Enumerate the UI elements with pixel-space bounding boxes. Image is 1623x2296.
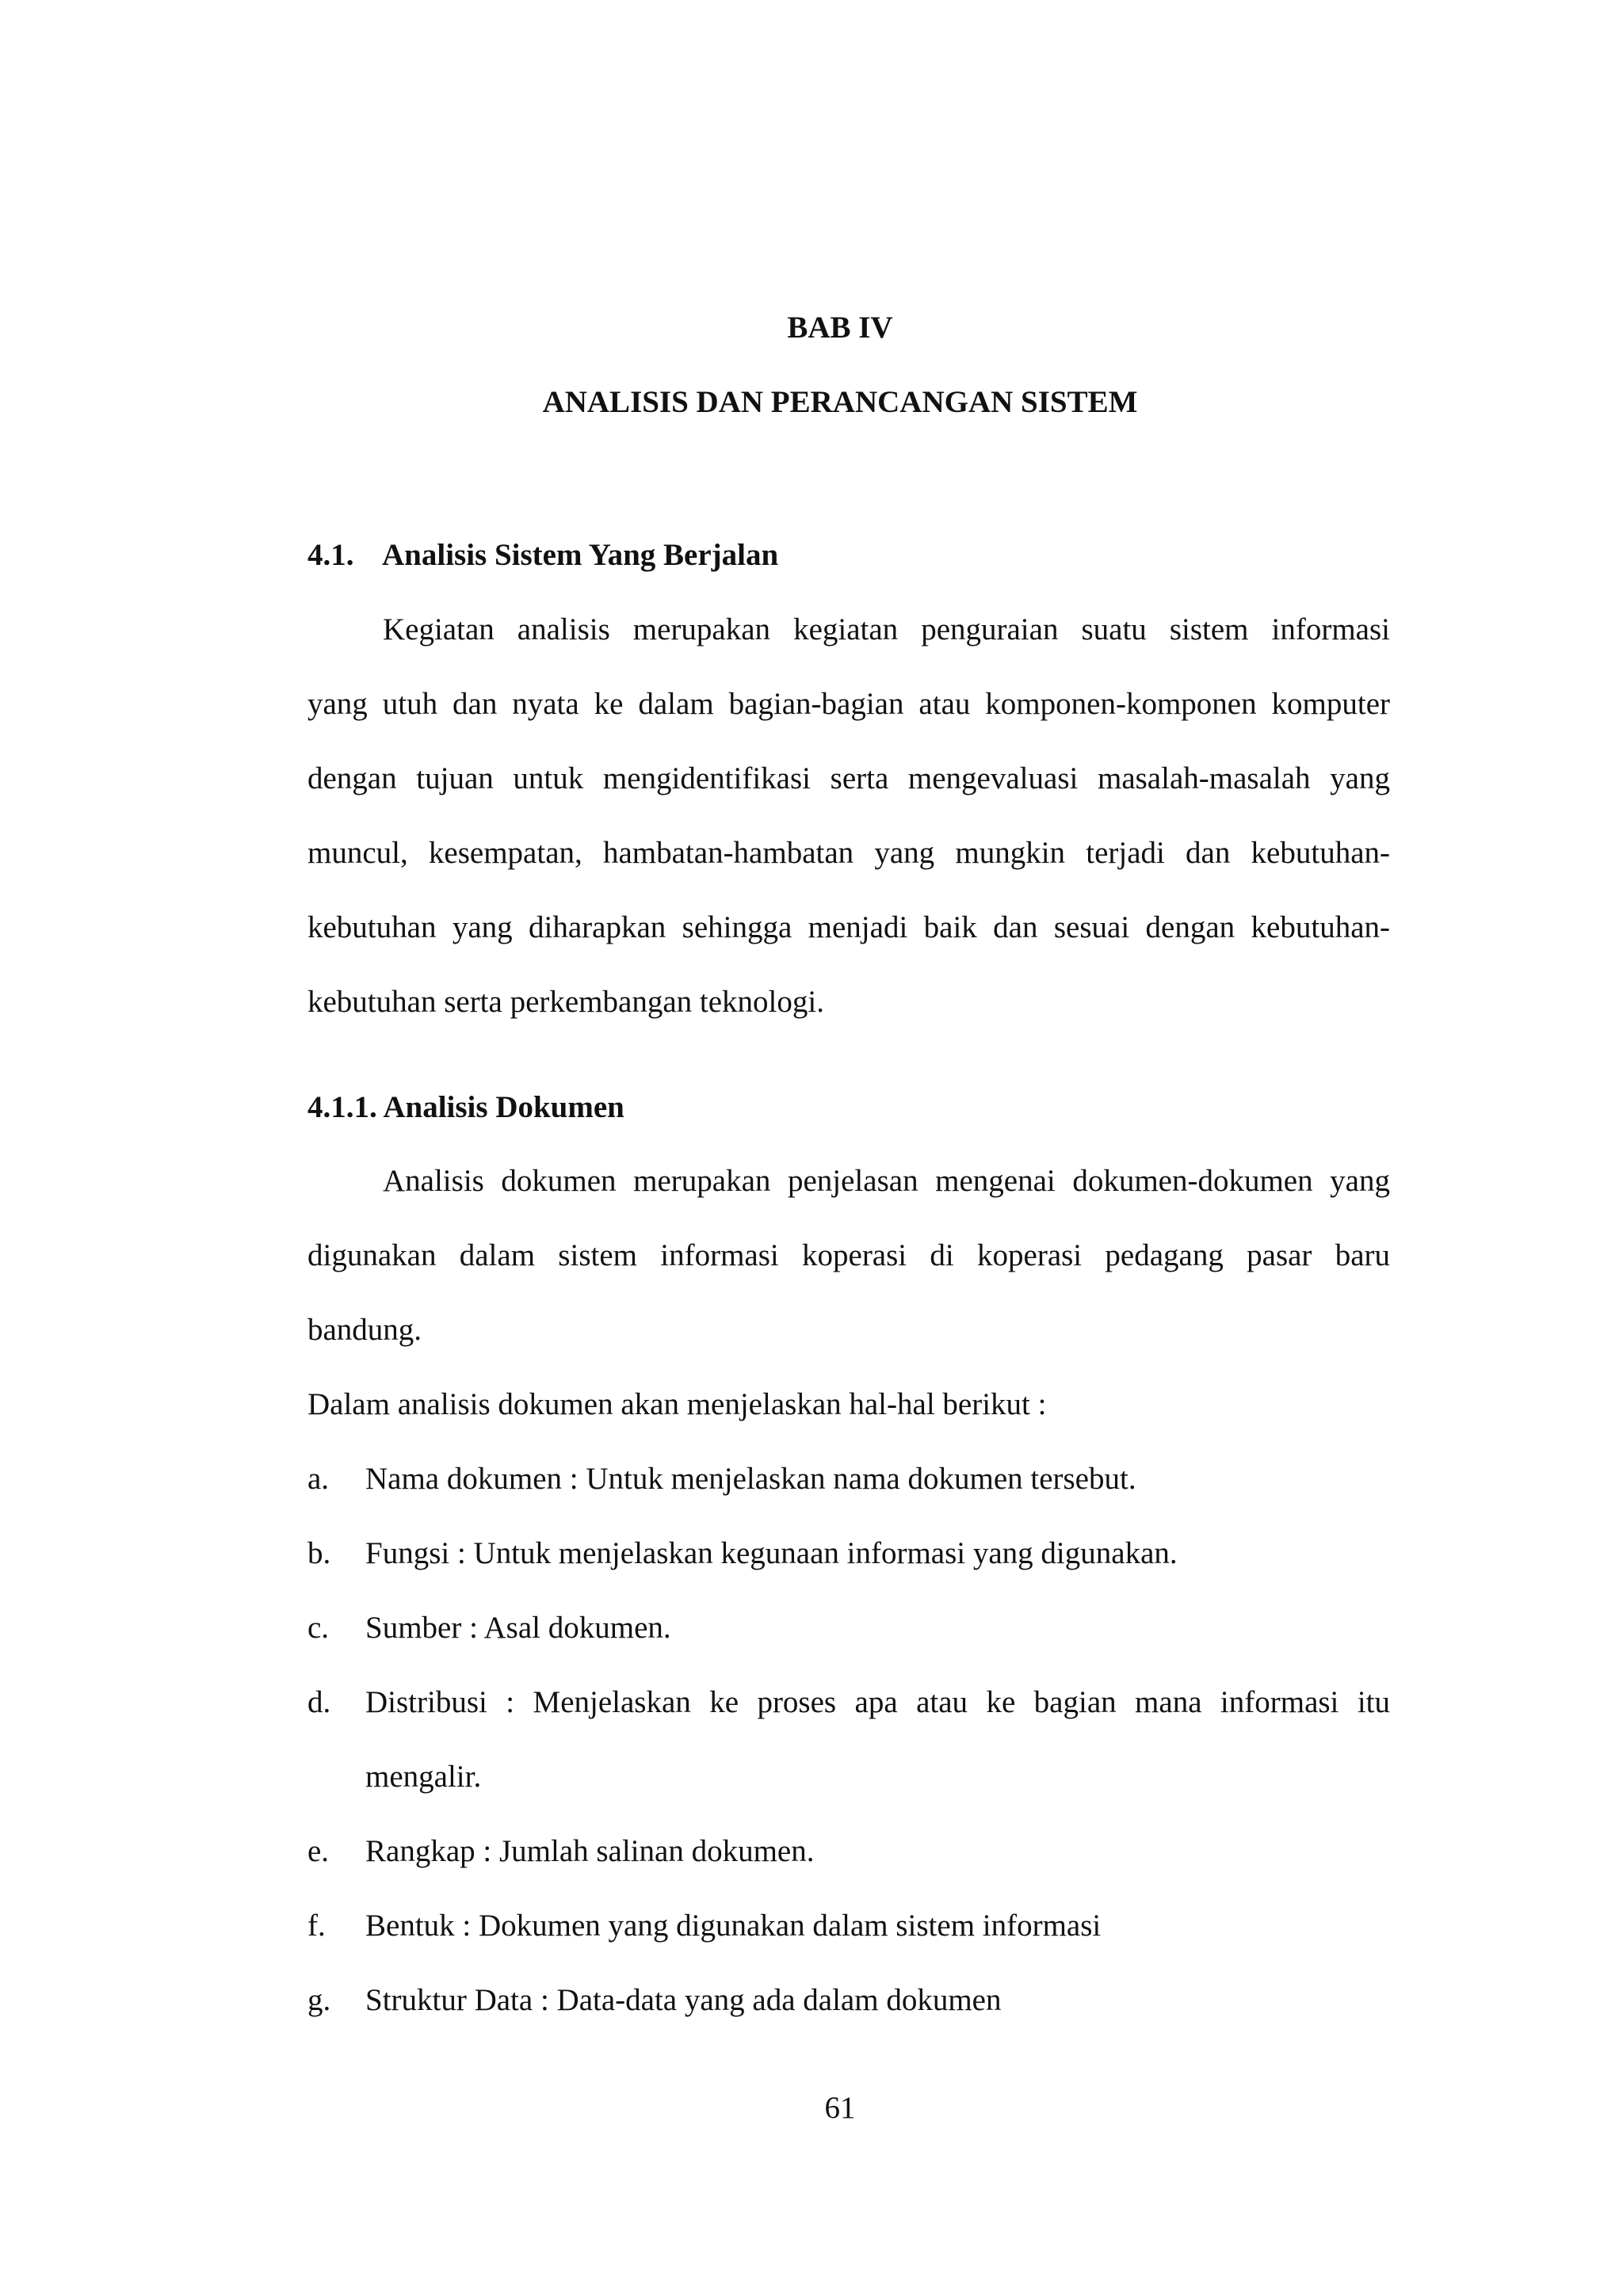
list-marker: a. <box>307 1462 330 1496</box>
list-marker: c. <box>307 1611 330 1645</box>
page-number: 61 <box>824 2091 856 2125</box>
subsection-paragraph-line: Analisis dokumen merupakan penjelasan mengenai dokumen-dokumen yang <box>383 1164 1390 1198</box>
section-paragraph-line: dengan tujuan untuk mengidentifikasi serta mengevaluasi masalah-masalah yang <box>307 761 1390 795</box>
list-marker: f. <box>307 1909 326 1943</box>
list-marker: g. <box>307 1983 331 2017</box>
list-marker: d. <box>307 1685 331 1719</box>
list-text: Bentuk : Dokumen yang digunakan dalam sistem informasi <box>365 1909 1102 1943</box>
section-paragraph-line: kebutuhan yang diharapkan sehingga menjadi baik dan sesuai dengan kebutuhan- <box>307 910 1390 944</box>
subsection-paragraph-line: bandung. <box>307 1313 422 1347</box>
subsection-paragraph-line: digunakan dalam sistem informasi koperasi di koperasi pedagang pasar baru <box>307 1238 1390 1272</box>
list-text: Sumber : Asal dokumen. <box>365 1611 671 1645</box>
section-paragraph-line: yang utuh dan nyata ke dalam bagian-bagian atau komponen-komponen komputer <box>307 687 1390 721</box>
list-text: Rangkap : Jumlah salinan dokumen. <box>365 1834 815 1868</box>
list-text-continuation: mengalir. <box>365 1760 482 1794</box>
list-text: Distribusi : Menjelaskan ke proses apa atau ke bagian mana informasi itu <box>365 1685 1390 1719</box>
section-paragraph-line: Kegiatan analisis merupakan kegiatan penguraian suatu sistem informasi <box>383 612 1390 646</box>
list-marker: e. <box>307 1834 330 1868</box>
subsection-heading: 4.1.1. Analisis Dokumen <box>307 1090 624 1124</box>
list-intro: Dalam analisis dokumen akan menjelaskan hal-hal berikut : <box>307 1387 1047 1421</box>
section-title: Analisis Sistem Yang Berjalan <box>382 538 779 572</box>
list-text: Fungsi : Untuk menjelaskan kegunaan informasi yang digunakan. <box>365 1536 1178 1570</box>
list-text: Nama dokumen : Untuk menjelaskan nama dokumen tersebut. <box>365 1462 1136 1496</box>
section-number: 4.1. <box>307 538 354 572</box>
chapter-title: ANALISIS DAN PERANCANGAN SISTEM <box>542 385 1138 419</box>
section-paragraph-line: kebutuhan serta perkembangan teknologi. <box>307 985 824 1019</box>
section-paragraph-line: muncul, kesempatan, hambatan-hambatan yang mungkin terjadi dan kebutuhan- <box>307 836 1390 870</box>
chapter-label: BAB IV <box>787 311 893 345</box>
list-marker: b. <box>307 1536 331 1570</box>
list-text: Struktur Data : Data-data yang ada dalam dokumen <box>365 1983 1002 2017</box>
